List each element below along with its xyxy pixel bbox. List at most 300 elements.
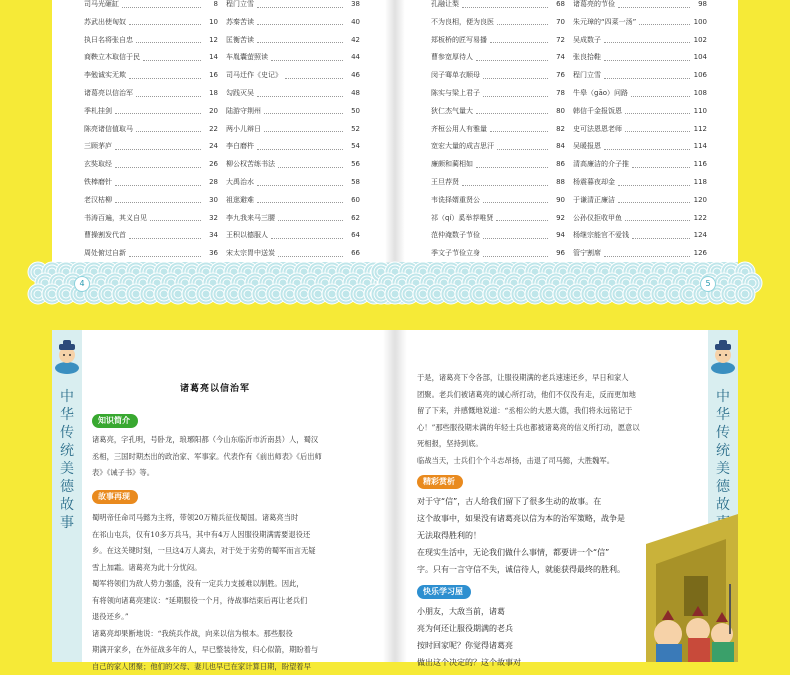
toc-leader-dots [129, 232, 201, 239]
toc-entry-page: 36 [204, 249, 218, 257]
toc-leader-dots [625, 214, 690, 221]
toc-entry-title: 曹参宽厚待人 [431, 52, 473, 62]
toc-leader-dots [271, 232, 343, 239]
toc-entry[interactable] [226, 104, 360, 118]
toc-entry-page: 32 [204, 214, 218, 222]
toc-entry-page: 50 [346, 107, 360, 115]
toc-entry-page: 94 [551, 231, 565, 239]
toc-entry-page: 20 [204, 107, 218, 115]
toc-leader-dots [129, 72, 201, 79]
toc-entry-page: 92 [551, 214, 565, 222]
toc-right-page [395, 0, 738, 302]
toc-leader-dots [136, 125, 201, 132]
toc-entry[interactable] [431, 157, 565, 171]
wave-decoration-right [395, 262, 738, 302]
toc-entry-page: 120 [693, 196, 707, 204]
knowledge-tag: 知识简介 [92, 414, 138, 428]
toc-entry-page: 10 [204, 18, 218, 26]
toc-entry[interactable] [431, 228, 565, 242]
toc-entry-page: 44 [346, 53, 360, 61]
toc-leader-dots [115, 161, 201, 168]
toc-entry-title: 季文子节俭立身 [431, 248, 480, 258]
text-line: 乡。在这关键时刻，一旦这4万人离去，对于处于劣势的蜀军而言无疑 [92, 543, 384, 560]
toc-entry-page: 42 [346, 36, 360, 44]
appreciation-paragraph [417, 493, 637, 578]
toc-entry-page: 108 [693, 89, 707, 97]
toc-leader-dots [490, 36, 548, 43]
toc-leader-dots [257, 90, 343, 97]
toc-entry[interactable] [84, 175, 218, 189]
toc-entry-title: 陈亮诸信值取马 [84, 124, 133, 134]
toc-entry-page: 24 [204, 142, 218, 150]
text-line: 死相报，坚持到底。 [417, 436, 707, 453]
scholar-avatar-icon [709, 338, 737, 374]
toc-entry-page: 116 [693, 160, 707, 168]
toc-entry[interactable] [226, 68, 360, 82]
toc-entry-title: 司马光砸缸 [84, 0, 119, 9]
toc-entry-page: 18 [204, 89, 218, 97]
text-line: 这个故事中，如果没有诸葛亮以信为本的治军策略，战争是 [417, 510, 637, 527]
toc-entry[interactable] [431, 50, 565, 64]
toc-entry-page: 124 [693, 231, 707, 239]
text-line: 无法取得胜利的！ [417, 527, 637, 544]
toc-entry-page: 126 [693, 249, 707, 257]
series-title-char: 德 [52, 478, 82, 496]
series-title-char: 故 [708, 496, 738, 514]
toc-entry-title: 牛皋（gāo）问路 [573, 88, 628, 98]
toc-leader-dots [143, 54, 201, 61]
text-line: 有将领向诸葛亮建议：“延期服役一个月，待战事结束后再让老兵们 [92, 593, 384, 610]
text-line: 字。只有一言守信不失，诚信待人，就能获得最终的胜利。 [417, 561, 637, 578]
series-title-char: 中 [52, 388, 82, 406]
toc-leader-dots [278, 214, 343, 221]
story-right-page [395, 330, 738, 662]
toc-entry-title: 清高廉洁的介子推 [573, 159, 629, 169]
toc-leader-dots [257, 1, 343, 8]
toc-entry-title: 老汉枯柳 [84, 195, 112, 205]
toc-entry-title: 柳公权苦练书法 [226, 159, 275, 169]
toc-leader-dots [271, 54, 343, 61]
toc-entry-title: 韦诜择婿重贤公 [431, 195, 480, 205]
toc-entry[interactable] [84, 50, 218, 64]
text-line: 诸葛亮，字孔明，号卧龙，琅琊阳都（今山东临沂市沂南县）人，蜀汉 [92, 432, 384, 449]
toc-entry-title: 王旦荐贤 [431, 177, 459, 187]
toc-entry-page: 78 [551, 89, 565, 97]
toc-entry-title: 公孙仪拒收甲鱼 [573, 213, 622, 223]
toc-leader-dots [278, 161, 343, 168]
toc-entry-title: 闵子骞单衣顺母 [431, 70, 480, 80]
toc-leader-dots [618, 179, 690, 186]
text-line: 留了下来，并感慨地说道：“丞相公的大恩大德，我们将永远铭记于 [417, 403, 707, 420]
toc-entry-title: 张良拾鞋 [573, 52, 601, 62]
toc-entry-title: 李白磨杵 [226, 141, 254, 151]
toc-entry-title: 王积以德服人 [226, 230, 268, 240]
toc-entry[interactable] [226, 157, 360, 171]
toc-entry-title: 狄仁杰气量大 [431, 106, 473, 116]
toc-entry-page: 52 [346, 125, 360, 133]
toc-entry[interactable] [573, 50, 707, 64]
story-title: 诸葛亮以信治军 [180, 381, 250, 394]
toc-entry-title: 史可法恩恩老师 [573, 124, 622, 134]
toc-entry[interactable] [431, 86, 565, 100]
toc-entry-page: 84 [551, 142, 565, 150]
toc-entry-page: 86 [551, 160, 565, 168]
text-line: 雪上加霜。诸葛亮为此十分忧闷。 [92, 560, 384, 577]
toc-leader-dots [497, 143, 548, 150]
toc-spread [52, 0, 738, 302]
toc-entry-page: 112 [693, 125, 707, 133]
toc-leader-dots [476, 161, 548, 168]
toc-leader-dots [632, 232, 690, 239]
toc-entry-title: 匡衡苦读 [226, 35, 254, 45]
text-line: 诸葛亮却果断地说：“我统兵作战，向来以信为根本。那些服役 [92, 626, 384, 643]
toc-entry-page: 40 [346, 18, 360, 26]
toc-entry-title: 韩信千金报饭恩 [573, 106, 622, 116]
toc-entry-page: 72 [551, 36, 565, 44]
text-line: 做出这个决定的？这个故事对 [417, 654, 537, 671]
toc-leader-dots [129, 250, 201, 257]
toc-entry[interactable] [573, 193, 707, 207]
toc-entry-page: 70 [551, 18, 565, 26]
toc-entry[interactable] [431, 175, 565, 189]
toc-entry[interactable] [84, 228, 218, 242]
toc-entry-title: 李九我来马三腰 [226, 213, 275, 223]
toc-entry[interactable] [226, 139, 360, 153]
toc-entry-page: 26 [204, 160, 218, 168]
toc-entry[interactable] [573, 228, 707, 242]
series-title-char: 统 [708, 442, 738, 460]
toc-entry-title: 宋太宗胃中送炭 [226, 248, 275, 258]
toc-entry-title: 苏武出使匈奴 [84, 17, 126, 27]
toc-leader-dots [264, 125, 343, 132]
toc-entry-page: 106 [693, 71, 707, 79]
toc-leader-dots [136, 90, 201, 97]
toc-leader-dots [115, 107, 201, 114]
toc-entry-page: 48 [346, 89, 360, 97]
toc-leader-dots [625, 125, 690, 132]
toc-leader-dots [618, 196, 690, 203]
toc-leader-dots [136, 36, 201, 43]
toc-entry-page: 64 [346, 231, 360, 239]
toc-entry-page: 30 [204, 196, 218, 204]
toc-entry-page: 38 [346, 0, 360, 8]
toc-entry-page: 96 [551, 249, 565, 257]
toc-leader-dots [604, 36, 690, 43]
toc-entry[interactable] [573, 15, 707, 29]
series-title-char: 传 [52, 424, 82, 442]
toc-entry-title: 书涛百遍，其义自见 [84, 213, 147, 223]
toc-entry-page: 46 [346, 71, 360, 79]
toc-entry[interactable] [431, 104, 565, 118]
toc-entry-page: 110 [693, 107, 707, 115]
toc-entry[interactable] [226, 228, 360, 242]
page-number-left: 4 [74, 276, 90, 292]
toc-entry-page: 98 [693, 0, 707, 8]
toc-leader-dots [483, 72, 548, 79]
toc-entry[interactable] [84, 157, 218, 171]
text-line: 自己的家人团聚；他们的父母、妻儿也早已在家计算日期，盼望着早 [92, 659, 384, 675]
toc-entry-title: 铁棒磨针 [84, 177, 112, 187]
toc-entry[interactable] [84, 246, 218, 260]
toc-entry-title: 范仲淹数子节俭 [431, 230, 480, 240]
toc-entry-title: 大禹治水 [226, 177, 254, 187]
toc-entry[interactable] [573, 157, 707, 171]
toc-entry-title: 朱元璋的“四菜一汤” [573, 17, 636, 27]
toc-entry[interactable] [84, 139, 218, 153]
toc-leader-dots [278, 250, 343, 257]
toc-leader-dots [257, 18, 343, 25]
toc-entry-page: 76 [551, 71, 565, 79]
toc-leader-dots [257, 36, 343, 43]
text-line: 在现实生活中，无论我们做什么事情，都要讲一个“信” [417, 544, 637, 561]
toc-entry[interactable] [226, 175, 360, 189]
toc-entry-title: 宽宏大量的成吉思汗 [431, 141, 494, 151]
toc-leader-dots [483, 250, 548, 257]
learning-tag: 快乐学习屋 [417, 585, 471, 599]
toc-entry-page: 82 [551, 125, 565, 133]
toc-entry[interactable] [84, 104, 218, 118]
series-title-char: 统 [52, 442, 82, 460]
series-title-char: 中 [708, 388, 738, 406]
toc-entry[interactable] [431, 246, 565, 260]
toc-entry[interactable] [226, 0, 360, 11]
toc-entry[interactable] [573, 211, 707, 225]
toc-entry-page: 118 [693, 178, 707, 186]
text-line: 小朋友，大敌当前，诸葛 [417, 603, 537, 620]
toc-entry[interactable] [84, 0, 218, 11]
series-title-char: 传 [708, 424, 738, 442]
toc-entry-title: 周处俯过自新 [84, 248, 126, 258]
toc-entry[interactable] [573, 86, 707, 100]
text-line: 临战当天，士兵们个个斗志昂扬，击退了司马懿，大胜魏军。 [417, 453, 707, 470]
toc-entry-page: 58 [346, 178, 360, 186]
toc-leader-dots [483, 90, 548, 97]
toc-entry[interactable] [84, 211, 218, 225]
toc-entry-title: 陆游守荆州 [226, 106, 261, 116]
toc-entry[interactable] [226, 86, 360, 100]
toc-entry-title: 陈实与梁上君子 [431, 88, 480, 98]
toc-leader-dots [122, 1, 201, 8]
toc-entry[interactable] [84, 122, 218, 136]
toc-entry[interactable] [573, 68, 707, 82]
text-line: 在祁山屯兵，仅有10多万兵马，其中有4万人因服役期满需要退役还 [92, 527, 384, 544]
toc-entry[interactable] [431, 68, 565, 82]
toc-entry-page: 88 [551, 178, 565, 186]
toc-entry-title: 于谦清正廉洁 [573, 195, 615, 205]
toc-entry[interactable] [226, 193, 360, 207]
series-title-char: 华 [708, 406, 738, 424]
series-title-char: 美 [52, 460, 82, 478]
toc-entry[interactable] [226, 33, 360, 47]
toc-leader-dots [497, 18, 548, 25]
toc-entry[interactable] [573, 175, 707, 189]
toc-entry[interactable] [84, 68, 218, 82]
story-tag: 故事再现 [92, 490, 138, 504]
side-strip-left [52, 330, 82, 662]
toc-entry-title: 苏秦苦读 [226, 17, 254, 27]
appreciation-tag: 精彩赏析 [417, 475, 463, 489]
toc-entry[interactable] [226, 211, 360, 225]
text-line: 对于守“信”，古人给我们留下了很多生动的故事。在 [417, 493, 637, 510]
toc-entry-title: 李勉诚实无欺 [84, 70, 126, 80]
toc-entry-title: 孔融让梨 [431, 0, 459, 9]
series-title-char: 美 [708, 460, 738, 478]
toc-entry[interactable] [573, 0, 707, 11]
toc-entry-title: 季札挂剑 [84, 106, 112, 116]
wave-decoration-left [52, 262, 395, 302]
toc-entry-page: 60 [346, 196, 360, 204]
toc-entry[interactable] [431, 211, 565, 225]
toc-entry-page: 54 [346, 142, 360, 150]
toc-entry-title: 司马迁作《史记》 [226, 70, 282, 80]
toc-entry[interactable] [573, 33, 707, 47]
toc-entry-title: 诸葛亮的节俭 [573, 0, 615, 9]
story-spread [52, 330, 738, 662]
text-line: 于是，诸葛亮下令各部，让服役期满的老兵速速还乡，早日和家人 [417, 370, 707, 387]
toc-entry[interactable] [431, 122, 565, 136]
toc-entry-title: 诸葛亮以信治军 [84, 88, 133, 98]
toc-entry-title: 祁（qí）奚举荐唯贤 [431, 213, 493, 223]
text-line: 蜀军将领们为敌人势力强盛，没有一定兵力支援难以制胜。因此， [92, 576, 384, 593]
toc-leader-dots [604, 72, 690, 79]
story-paragraph-continued [417, 370, 707, 469]
toc-leader-dots [496, 214, 548, 221]
toc-entry[interactable] [573, 122, 707, 136]
toc-entry-page: 74 [551, 53, 565, 61]
text-line: 亮为何还让服役期满的老兵 [417, 620, 537, 637]
toc-leader-dots [604, 54, 690, 61]
toc-leader-dots [483, 232, 548, 239]
toc-entry-title: 祖逖避难 [226, 195, 254, 205]
series-title-char: 事 [52, 514, 82, 532]
learning-paragraph [417, 603, 537, 671]
toc-entry-title: 廉颇和蔺相如 [431, 159, 473, 169]
toc-entry[interactable] [431, 15, 565, 29]
toc-leader-dots [476, 107, 548, 114]
toc-entry[interactable] [226, 15, 360, 29]
toc-entry-page: 114 [693, 142, 707, 150]
text-line: 期满开家乡，在外征战多年的人，早已整装待发，归心似箭，期盼着与 [92, 642, 384, 659]
text-line: 蜀明帝任命司马懿为主将，带领20万精兵征伐蜀国。诸葛亮当时 [92, 510, 384, 527]
toc-leader-dots [129, 18, 201, 25]
toc-leader-dots [618, 1, 690, 8]
toc-entry[interactable] [226, 246, 360, 260]
toc-entry-page: 14 [204, 53, 218, 61]
toc-leader-dots [285, 72, 343, 79]
scholar-avatar-icon [53, 338, 81, 374]
toc-leader-dots [490, 125, 548, 132]
toc-leader-dots [257, 196, 343, 203]
toc-entry-title: 不为良相，便为良医 [431, 17, 494, 27]
toc-entry-page: 62 [346, 214, 360, 222]
toc-entry-page: 8 [204, 0, 218, 8]
page-number-right: 5 [700, 276, 716, 292]
toc-entry-title: 执曰名将张自忠 [84, 35, 133, 45]
toc-leader-dots [625, 107, 690, 114]
toc-leader-dots [115, 196, 201, 203]
toc-entry-page: 104 [693, 53, 707, 61]
text-line: 心！”那些服役期未满的年轻士兵也都被诸葛亮的信义所打动，愿意以 [417, 420, 707, 437]
toc-leader-dots [150, 214, 201, 221]
toc-entry-title: 吴暖报恩 [573, 141, 601, 151]
toc-entry-page: 34 [204, 231, 218, 239]
toc-entry-page: 28 [204, 178, 218, 186]
toc-entry-title: 杨继宗能官不爱钱 [573, 230, 629, 240]
toc-entry-title: 程门立雪 [573, 70, 601, 80]
toc-leader-dots [264, 107, 343, 114]
toc-entry[interactable] [431, 33, 565, 47]
toc-leader-dots [115, 179, 201, 186]
toc-entry[interactable] [84, 15, 218, 29]
story-left-page [52, 330, 395, 662]
toc-entry-page: 16 [204, 71, 218, 79]
toc-entry[interactable] [431, 193, 565, 207]
toc-entry-title: 管宁割席 [573, 248, 601, 258]
toc-leader-dots [631, 90, 690, 97]
toc-entry[interactable] [573, 139, 707, 153]
toc-leader-dots [462, 179, 548, 186]
toc-entry-page: 100 [693, 18, 707, 26]
series-title-vertical [52, 388, 82, 532]
toc-entry-title: 车胤囊萤照读 [226, 52, 268, 62]
series-title-char: 德 [708, 478, 738, 496]
toc-leader-dots [476, 54, 548, 61]
toc-leader-dots [115, 143, 201, 150]
toc-entry-title: 三顾茅庐 [84, 141, 112, 151]
toc-entry-page: 102 [693, 36, 707, 44]
toc-entry-page: 12 [204, 36, 218, 44]
toc-leader-dots [257, 179, 343, 186]
toc-leader-dots [462, 1, 548, 8]
toc-entry[interactable] [226, 122, 360, 136]
toc-entry-page: 22 [204, 125, 218, 133]
toc-entry[interactable] [84, 86, 218, 100]
toc-entry[interactable] [573, 246, 707, 260]
toc-leader-dots [632, 161, 690, 168]
story-paragraph [92, 510, 384, 675]
toc-entry[interactable] [84, 33, 218, 47]
toc-entry[interactable] [573, 104, 707, 118]
toc-entry-title: 齐桓公用人有雅量 [431, 124, 487, 134]
knowledge-paragraph [92, 432, 384, 482]
series-title-char: 华 [52, 406, 82, 424]
toc-leader-dots [604, 143, 690, 150]
toc-entry-title: 郑板桥的匠写易播 [431, 35, 487, 45]
text-line: 按时回家呢？你觉得诸葛亮 [417, 637, 537, 654]
toc-entry-title: 两小儿辩日 [226, 124, 261, 134]
toc-entry[interactable] [431, 139, 565, 153]
toc-entry-title: 曹操割发代首 [84, 230, 126, 240]
toc-entry-page: 56 [346, 160, 360, 168]
toc-entry-page: 80 [551, 107, 565, 115]
text-line: 团聚。老兵们被诸葛亮的诚心所打动，他们不仅没有走，反而更加地 [417, 387, 707, 404]
toc-leader-dots [483, 196, 548, 203]
toc-entry-title: 勾践灭吴 [226, 88, 254, 98]
toc-leader-dots [639, 18, 690, 25]
toc-entry-page: 122 [693, 214, 707, 222]
toc-entry-page: 66 [346, 249, 360, 257]
toc-entry[interactable] [226, 50, 360, 64]
text-line: 丞相，三国时期杰出的政治家、军事家。代表作有《前出师表》《后出师 [92, 449, 384, 466]
text-line: 表》《诫子书》等。 [92, 465, 384, 482]
toc-entry-title: 吴成数子 [573, 35, 601, 45]
toc-leader-dots [257, 143, 343, 150]
toc-entry[interactable] [431, 0, 565, 11]
toc-entry-title: 杨震暮夜却金 [573, 177, 615, 187]
toc-left-page [52, 0, 395, 302]
toc-entry-page: 68 [551, 0, 565, 8]
toc-entry[interactable] [84, 193, 218, 207]
